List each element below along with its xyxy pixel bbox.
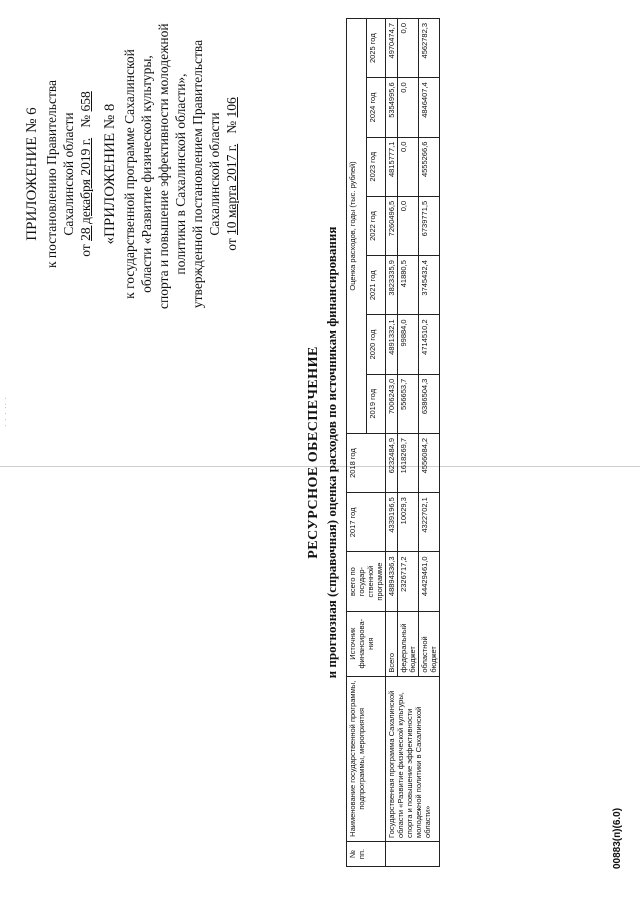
year-value-cell: 7006243,0 (386, 374, 398, 433)
col-header-source: Источник финансирова-ния (347, 611, 386, 676)
row-number-cell (386, 841, 440, 866)
year-value-cell: 4846407,4 (419, 78, 440, 137)
col-header-year: 2019 год (366, 374, 386, 433)
program-name-cell: Государственная программа Сахалинской области «Развитие физической культуры, спорта и повышение эффективности молодежной политики в Сахалинской области» (386, 676, 440, 841)
year-value-cell: 5354995,6 (386, 78, 398, 137)
year-value-cell: 0,0 (398, 137, 419, 196)
year-value-cell: 3745432,4 (419, 256, 440, 315)
year-value-cell: 556653,7 (398, 374, 419, 433)
col-header-year: 2022 год (366, 196, 386, 255)
appendix-date-line (77, 39, 94, 309)
year-value-cell: 7260496,5 (386, 196, 398, 255)
col-header-year: 2023 год (366, 137, 386, 196)
table-row (386, 19, 398, 867)
appendix-block (24, 23, 240, 309)
scan-noise: · · · ·· · (2, 396, 10, 427)
decree-date: 28 декабря 2019 г. (78, 137, 93, 241)
year-value-cell: 41880,5 (398, 256, 419, 315)
year-value-cell: 4970474,7 (386, 19, 398, 78)
document-title: РЕСУРСНОЕ ОБЕСПЕЧЕНИЕ (306, 346, 321, 559)
financing-table (346, 18, 440, 867)
number-sign: № (78, 114, 93, 128)
year-value-cell: 4714510,2 (419, 315, 440, 374)
col-header-year: 2020 год (366, 315, 386, 374)
quoted-appendix-title: «ПРИЛОЖЕНИЕ № 8 (102, 103, 118, 245)
col-header-name: Наименование государственной программы, подпрограммы, мероприятия (347, 676, 386, 841)
source-cell: федеральный бюджет (398, 611, 419, 676)
year-value-cell: 6739771,5 (419, 196, 440, 255)
document-code: 00883(п)(6.0) (612, 807, 623, 869)
total-cell: 48894336,3 (386, 552, 398, 611)
y2018-cell: 4556084,2 (419, 433, 440, 492)
year-value-cell: 4562782,3 (419, 19, 440, 78)
col-header-2017: 2017 год (347, 493, 386, 552)
col-header-2018: 2018 год (347, 433, 386, 492)
year-value-cell: 0,0 (398, 19, 419, 78)
total-cell: 2326717,2 (398, 552, 419, 611)
program-line-5: утвержденной постановлением Правительства (190, 39, 205, 309)
y2017-cell: 4322702,1 (419, 493, 440, 552)
appendix-line2: Сахалинской области (61, 112, 76, 236)
program-line-3: спорта и повышение эффективности молодежной (156, 23, 171, 309)
source-cell: областной бюджет (419, 611, 440, 676)
date2-prefix: от (224, 238, 239, 251)
col-header-year: 2025 год (366, 19, 386, 78)
document-subtitle: и прогнозная (справочная) оценка расходов по источникам финансирования (324, 226, 339, 679)
year-value-cell: 99884,0 (398, 315, 419, 374)
year-value-cell: 4555266,6 (419, 137, 440, 196)
year-value-cell: 3823335,9 (386, 256, 398, 315)
year-value-cell: 4891332,1 (386, 315, 398, 374)
year-value-cell: 4815777,1 (386, 137, 398, 196)
decree-number: 658 (78, 91, 93, 112)
y2018-cell: 1618269,7 (398, 433, 419, 492)
appendix-line1: к постановлению Правительства (44, 79, 59, 269)
program-line-4: политики в Сахалинской области», (173, 73, 188, 275)
col-header-year: 2021 год (366, 256, 386, 315)
program-decree-number: 106 (224, 97, 239, 118)
col-header-total: всего по государ-ственной программе (347, 552, 386, 611)
program-line-1: к государственной программе Сахалинской (122, 49, 137, 299)
col-header-year: 2024 год (366, 78, 386, 137)
y2017-cell: 10029,3 (398, 493, 419, 552)
source-cell: Всего (386, 611, 398, 676)
program-line-2: области «Развитие физической культуры, (139, 55, 154, 293)
year-value-cell: 0,0 (398, 78, 419, 137)
program-line-6: Сахалинской области (207, 112, 222, 236)
program-decree-date: 10 марта 2017 г. (224, 143, 239, 235)
appendix-date2-line (223, 39, 240, 309)
year-value-cell: 0,0 (398, 196, 419, 255)
number-sign-2: № (224, 120, 239, 134)
table-header-row (347, 19, 367, 867)
appendix-title: ПРИЛОЖЕНИЕ № 6 (24, 107, 40, 241)
y2018-cell: 6232484,9 (386, 433, 398, 492)
y2017-cell: 4339196,5 (386, 493, 398, 552)
date-prefix: от (78, 244, 93, 257)
col-header-estimate-group: Оценка расходов, годы (тыс. рублей) (347, 19, 367, 434)
year-value-cell: 6386504,3 (419, 374, 440, 433)
col-header-no: № пп. (347, 841, 386, 866)
total-cell: 44429461,0 (419, 552, 440, 611)
